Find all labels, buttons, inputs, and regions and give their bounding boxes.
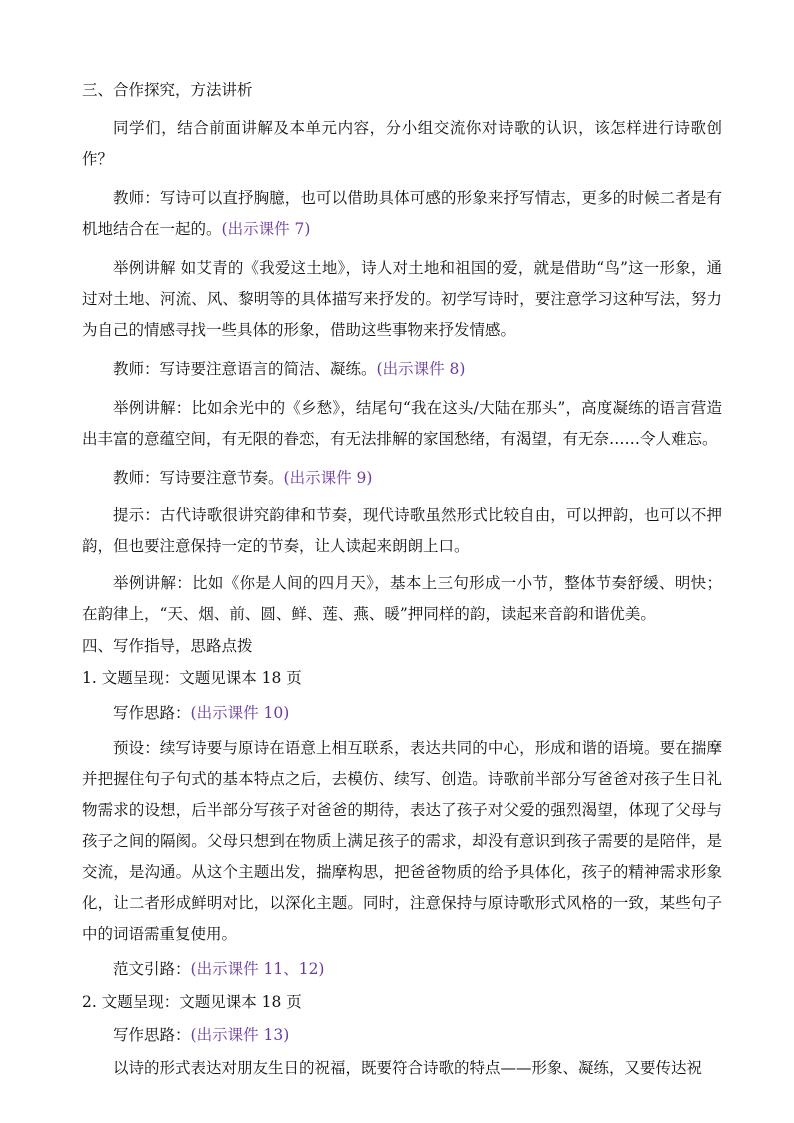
paragraph xyxy=(82,1020,722,1051)
courseware-tag: (出示课件 7) xyxy=(221,220,311,238)
section-heading: 四、写作指导，思路点拨 xyxy=(82,637,253,655)
paragraph xyxy=(82,113,722,175)
paragraph xyxy=(82,463,722,494)
paragraph xyxy=(82,698,722,729)
paragraph-text: 提示：古代诗歌很讲究韵律和节奏，现代诗歌虽然形式比较自由，可以押韵，也可以不押韵，但也要注意保持一定的节奏，让人读起来朗朗上口。 xyxy=(82,506,722,555)
paragraph-text: 同学们，结合前面讲解及本单元内容，分小组交流你对诗歌的认识，该怎样进行诗歌创作？ xyxy=(82,119,722,168)
document-body xyxy=(82,80,722,1084)
paragraph-text: 预设：续写诗要与原诗在语意上相互联系，表达共同的中心，形成和谐的语境。要在揣摩并把握住句子句式的基本特点之后，去模仿、续写、创造。诗歌前半部分写爸爸对孩子生日礼物需求的设想，后半部分写孩子对爸爸的期待，表达了孩子对父爱的强烈渴望，体现了父母与孩子之间的隔阂。父母只想到在物质上满足孩子的需求，却没有意识到孩子需要的是陪伴，是交流，是沟通。从这个主题出发，揣摩构思，把爸爸物质的给予具体化，孩子的精神需求形象化，让二者形成鲜明对比，以深化主题。同时，注意保持与原诗歌形式风格的一致，某些句子中的词语需重复使用。 xyxy=(82,739,722,943)
label-text: 写作思路： xyxy=(113,704,191,722)
paragraph-text: 以诗的形式表达对朋友生日的祝福，既要符合诗歌的特点——形象、凝练，又要传达祝 xyxy=(113,1059,703,1077)
paragraph xyxy=(82,733,722,950)
section-heading: 三、合作探究，方法讲析 xyxy=(82,81,253,99)
paragraph-text: 举例讲解：比如《你是人间的四月天》，基本上三句形成一小节，整体节奏舒缓、明快；在韵律上，“天、烟、前、圆、鲜、莲、燕、暖”押同样的韵，读起来音韵和谐优美。 xyxy=(82,574,722,623)
courseware-tag: (出示课件 13) xyxy=(190,1026,290,1044)
paragraph-text: 教师：写诗要注意语言的简洁、凝练。 xyxy=(113,360,377,378)
paragraph-text: 教师：写诗可以直抒胸臆，也可以借助具体可感的形象来抒写情志，更多的时候二者是有机地结合在一起的。 xyxy=(82,189,722,238)
label-text: 范文引路： xyxy=(113,960,191,978)
courseware-tag: (出示课件 8) xyxy=(376,360,466,378)
courseware-tag: (出示课件 10) xyxy=(190,704,290,722)
paragraph xyxy=(82,354,722,385)
paragraph-text: 举例讲解：比如余光中的《乡愁》，结尾句“我在这头/大陆在那头”，高度凝练的语言营造出丰富的意蕴空间，有无限的眷恋，有无法排解的家国愁绪，有渴望，有无奈……令人难忘。 xyxy=(82,399,722,448)
paragraph xyxy=(82,253,722,346)
paragraph xyxy=(82,393,722,455)
paragraph xyxy=(82,568,722,630)
item-title: 1. 文题呈现：文题见课本 18 页 xyxy=(82,669,302,687)
courseware-tag: (出示课件 9) xyxy=(283,469,373,487)
paragraph xyxy=(82,183,722,245)
paragraph-text: 教师：写诗要注意节奏。 xyxy=(113,469,284,487)
paragraph xyxy=(82,954,722,985)
paragraph xyxy=(82,500,722,562)
courseware-tag: (出示课件 11、12) xyxy=(190,960,325,978)
item-title: 2. 文题呈现：文题见课本 18 页 xyxy=(82,993,302,1011)
paragraph-text: 举例讲解 如艾青的《我爱这土地》，诗人对土地和祖国的爱，就是借助“鸟”这一形象，通过对土地、河流、风、黎明等的具体描写来抒发的。初学写诗时，要注意学习这种写法，努力为自己的情感寻找一些具体的形象，借助这些事物来抒发情感。 xyxy=(82,259,722,339)
label-text: 写作思路： xyxy=(113,1026,191,1044)
paragraph xyxy=(82,1053,722,1084)
